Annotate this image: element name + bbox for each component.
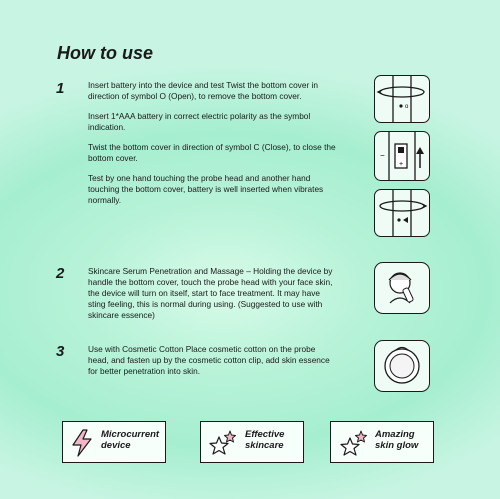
cotton-clip-icon <box>374 340 430 392</box>
step-number-3: 3 <box>56 343 65 360</box>
step-1-paragraph-2: Insert 1*AAA battery in correct electric polarity as the symbol indication. <box>88 111 311 132</box>
lightning-icon <box>69 429 95 462</box>
twist-open-icon <box>374 75 430 123</box>
badge-microcurrent <box>62 421 166 463</box>
badge-amazing-line1: Amazing <box>375 429 415 440</box>
step-1-paragraph-3: Twist the bottom cover in direction of symbol C (Close), to close the bottom cover. <box>88 142 336 163</box>
page-title: How to use <box>57 43 154 63</box>
twist-close-icon <box>374 189 430 237</box>
stars-icon <box>207 429 237 462</box>
battery-insert-icon <box>374 131 430 181</box>
badge-effective-line1: Effective <box>245 429 285 440</box>
svg-text:−: − <box>380 151 385 160</box>
badge-amazing-line2: skin glow <box>375 440 419 451</box>
step-number-1: 1 <box>56 80 65 97</box>
badge-microcurrent-line1: Microcurrent <box>101 429 160 440</box>
step-number-2: 2 <box>56 265 65 282</box>
badge-effective-skincare <box>200 421 304 463</box>
face-massage-icon <box>374 262 430 314</box>
glow-stars-icon <box>337 429 367 462</box>
badge-effective-line2: skincare <box>245 440 284 451</box>
step-3-paragraph: Use with Cosmetic Cotton Place cosmetic cotton on the probe head, and fasten up by the cosmetic cotton clip, add skin essence for better penetration into skin. <box>88 344 330 376</box>
step-2-paragraph: Skincare Serum Penetration and Massage – Holding the device by handle the bottom cover, touch the probe head with your face skin, the device will turn on itself, start to face treatment. It may have sting feeling, this is normal during using. (Suggested to use with skincare essence) <box>88 266 333 320</box>
step-1-paragraph-4: Test by one hand touching the probe head and another hand touching the bottom cover, battery is well inserted when vibrates normally. <box>88 173 324 205</box>
badge-microcurrent-line2: device <box>101 440 131 451</box>
badge-amazing-glow <box>330 421 434 463</box>
svg-text:+: + <box>399 161 404 168</box>
svg-text:o: o <box>405 104 409 110</box>
step-1-paragraph-1: Insert battery into the device and test Twist the bottom cover in direction of symbol O (Open), to remove the bottom cover. <box>88 80 318 101</box>
